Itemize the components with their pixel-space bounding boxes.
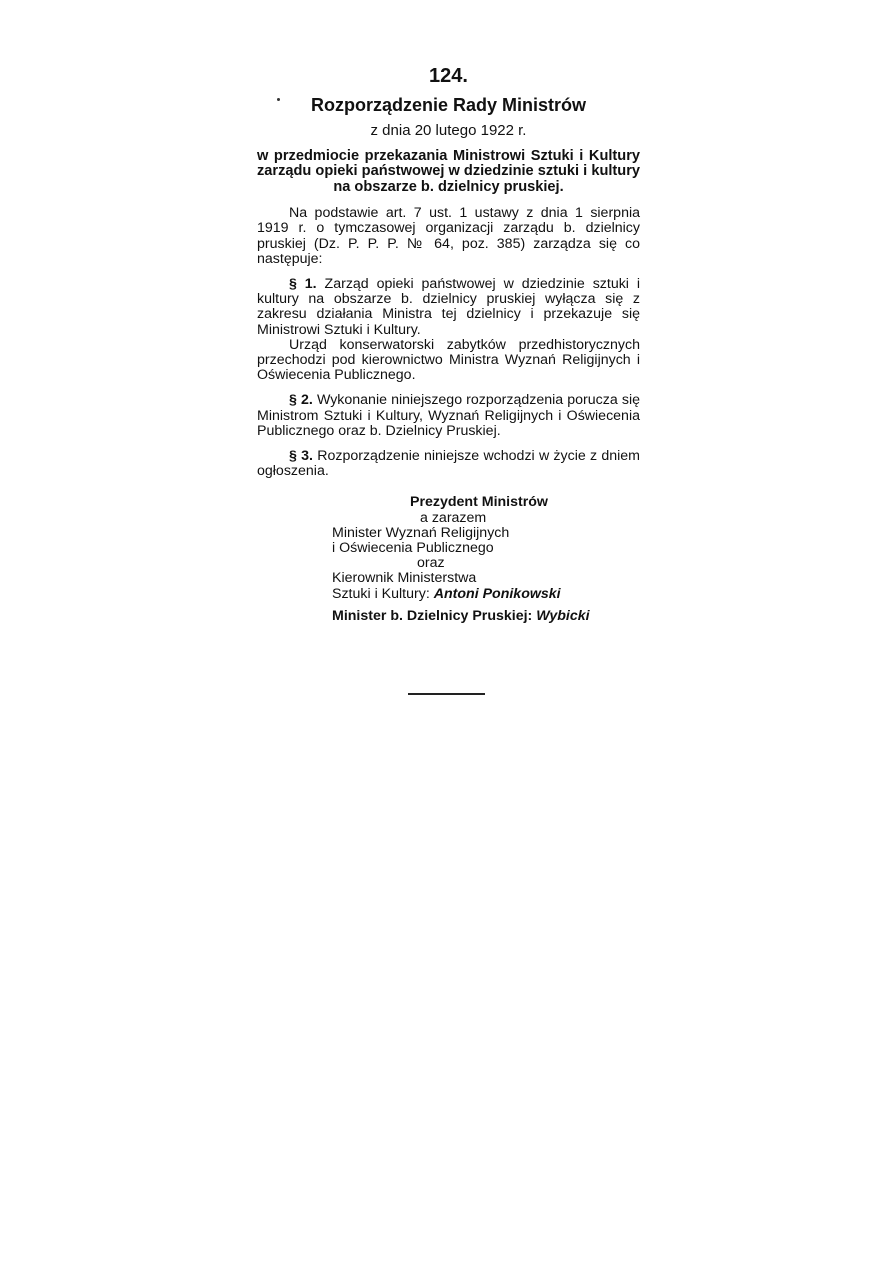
section-1-text: Zarząd opieki państwowej w dziedzinie sztuki i kultury na obszarze b. dzielnicy pruskiej wyłącza się z zakresu działania Ministra tej dzielnicy i przekazuje się Ministrowi Sztuki i Kultury.	[257, 276, 641, 338]
signature-line-head-of-ministry: Kierownik Ministerstwa	[332, 570, 477, 587]
document-title: Rozporządzenie Rady Ministrów	[310, 95, 587, 115]
document-number: 124.	[429, 65, 468, 87]
section-2-mark: § 2.	[289, 392, 313, 409]
signature-block	[332, 495, 640, 624]
signature-line-oraz: oraz	[417, 555, 445, 572]
signature-prussia-role: Minister b. Dzielnicy Pruskiej:	[332, 607, 537, 624]
section-2-text: Wykonanie niniejszego rozporządzenia porucza się Ministrom Sztuki i Kultury, Wyznań Religijnych i Oświecenia Publicznego oraz b. Dzielnicy Pruskiej.	[257, 392, 640, 439]
signature-line-arts	[332, 587, 640, 602]
signature-line-minister-education: i Oświecenia Publicznego	[332, 540, 494, 557]
preamble: Na podstawie art. 7 ust. 1 ustawy z dnia 1 sierpnia 1919 r. o tymczasowej organizacji zarządu b. dzielnicy pruskiej (Dz. P. P. P. № 64, poz. 385) zarządza się co następuje:	[257, 205, 640, 267]
section-1-mark: § 1.	[289, 276, 317, 293]
signatory-wybicki: Wybicki	[536, 607, 590, 624]
document-date: z dnia 20 lutego 1922 r.	[370, 122, 527, 139]
section-1-paragraph-2: Urząd konserwatorski zabytków przedhistorycznych przechodzi pod kierownictwo Ministra Wyznań Religijnych i Oświecenia Publicznego.	[257, 336, 640, 384]
section-1	[257, 277, 640, 338]
signatory-ponikowski: Antoni Ponikowski	[433, 585, 561, 602]
signature-arts-role: Sztuki i Kultury:	[332, 585, 434, 602]
signature-line-minister-religion: Minister Wyznań Religijnych	[332, 524, 510, 541]
signature-line-prussia	[332, 609, 640, 624]
document-body	[257, 64, 640, 624]
section-2	[257, 393, 640, 439]
document-subject: w przedmiocie przekazania Ministrowi Sztuki i Kultury zarządu opieki państwowej w dziedzinie sztuki i kultury na obszarze b. dzielnicy pruskiej.	[257, 148, 640, 195]
signature-line-conjunction: a zarazem	[420, 509, 487, 526]
print-speck	[277, 98, 280, 101]
section-3-mark: § 3.	[289, 448, 313, 465]
signature-line-prime-minister: Prezydent Ministrów	[410, 494, 548, 511]
section-3-text: Rozporządzenie niniejsze wchodzi w życie z dniem ogłoszenia.	[257, 448, 640, 480]
section-3	[257, 449, 640, 479]
closing-rule	[408, 693, 485, 695]
